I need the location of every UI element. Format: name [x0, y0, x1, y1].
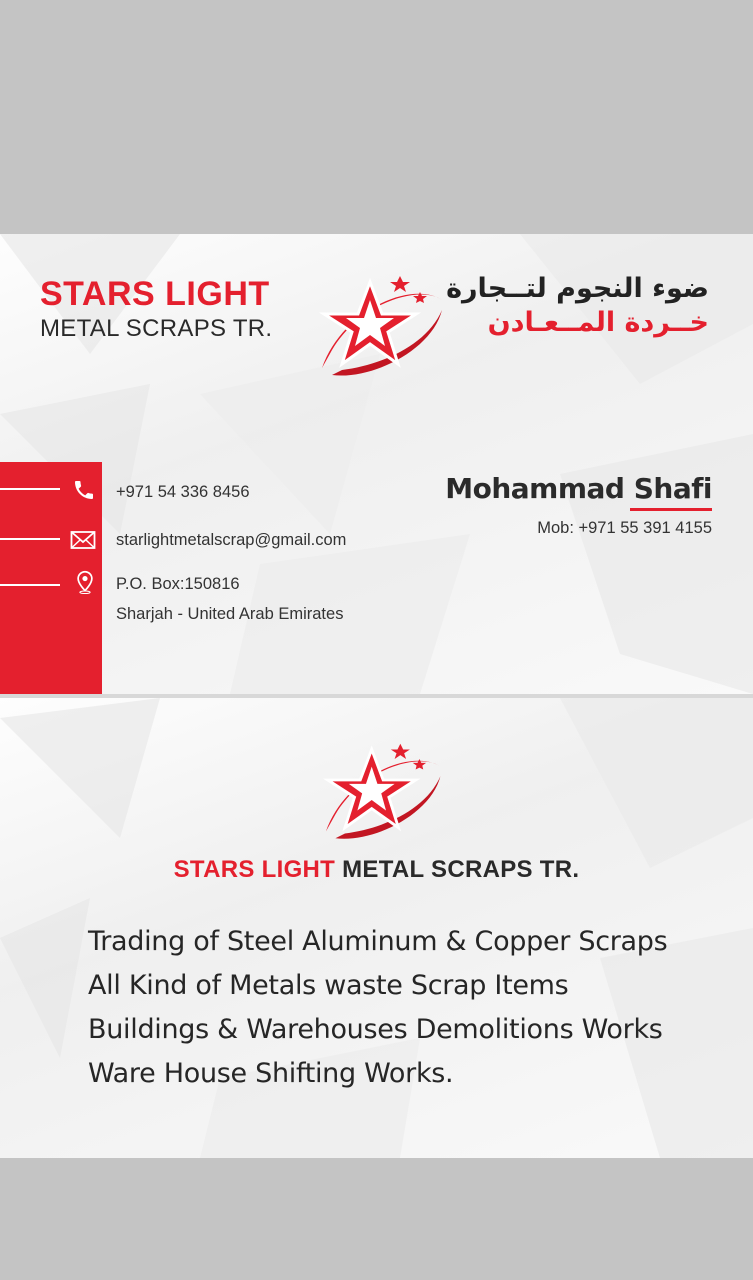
band-divider-line: [0, 538, 60, 540]
mail-icon: [70, 528, 96, 552]
brand-arabic: [446, 272, 709, 340]
name-underline: [630, 508, 712, 511]
back-title-red: STARS LIGHT: [173, 856, 336, 883]
brand-subtitle: METAL SCRAPS TR.: [40, 315, 273, 342]
location-pin-icon: [73, 570, 97, 594]
star-logo-icon: [302, 270, 447, 380]
service-item: Trading of Steel Aluminum & Copper Scraps: [88, 926, 668, 957]
back-title-dark: METAL SCRAPS TR.: [342, 856, 580, 883]
back-company-title: [0, 856, 753, 884]
service-item: All Kind of Metals waste Scrap Items: [88, 970, 569, 1001]
star-logo-icon: [306, 738, 446, 843]
person-name: Mohammad Shafi: [445, 472, 712, 505]
arabic-line-2: خــردة المــعـادن: [487, 307, 709, 338]
business-card-front: [0, 234, 753, 694]
arabic-line-1: ضوء النجوم لتــجارة: [446, 273, 709, 304]
po-box: P.O. Box:150816: [116, 575, 240, 593]
brand-english: [40, 274, 272, 344]
person-mobile: Mob: +971 55 391 4155: [537, 519, 712, 537]
service-item: Ware House Shifting Works.: [88, 1058, 454, 1089]
contact-red-band: [0, 462, 102, 694]
person-block: [445, 472, 712, 538]
services-list: [88, 920, 667, 1096]
email-address: starlightmetalscrap@gmail.com: [116, 531, 347, 549]
city-address: Sharjah - United Arab Emirates: [116, 605, 344, 623]
phone-number: +971 54 336 8456: [116, 483, 250, 501]
band-divider-line: [0, 584, 60, 586]
business-card-back: [0, 698, 753, 1158]
band-divider-line: [0, 488, 60, 490]
phone-icon: [72, 478, 96, 502]
brand-title: STARS LIGHT: [40, 275, 270, 313]
service-item: Buildings & Warehouses Demolitions Works: [88, 1014, 663, 1045]
